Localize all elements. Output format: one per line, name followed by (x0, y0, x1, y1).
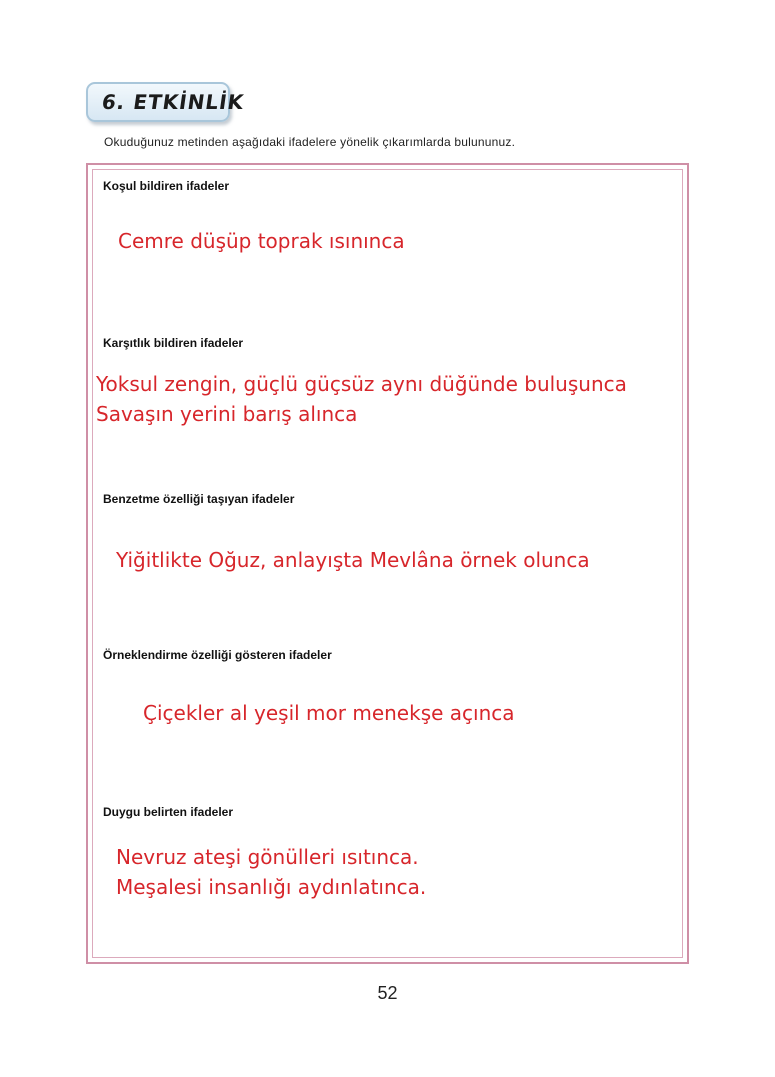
instruction-text: Okuduğunuz metinden aşağıdaki ifadelere yönelik çıkarımlarda bulununuz. (104, 135, 516, 149)
section-label-condition: Koşul bildiren ifadeler (103, 179, 230, 193)
answer-emotion-line-1: Nevruz ateşi gönülleri ısıtınca. (116, 845, 419, 869)
activity-title: 6. ETKİNLİK (100, 90, 246, 114)
answer-contrast-line-2: Savaşın yerini barış alınca (96, 402, 358, 426)
section-label-simile: Benzetme özelliği taşıyan ifadeler (103, 492, 295, 506)
page-number: 52 (377, 983, 398, 1003)
answer-condition-line-1: Cemre düşüp toprak ısınınca (118, 229, 405, 253)
section-label-contrast: Karşıtlık bildiren ifadeler (103, 336, 244, 350)
section-label-example: Örneklendirme özelliği gösteren ifadeler (103, 648, 332, 662)
answer-emotion-line-2: Meşalesi insanlığı aydınlatınca. (116, 875, 427, 899)
answer-contrast-line-1: Yoksul zengin, güçlü güçsüz aynı düğünde buluşunca (96, 372, 627, 396)
answer-example-line-1: Çiçekler al yeşil mor menekşe açınca (143, 701, 515, 725)
answer-simile-line-1: Yiğitlikte Oğuz, anlayışta Mevlâna örnek olunca (116, 548, 590, 572)
section-label-emotion: Duygu belirten ifadeler (103, 805, 234, 819)
